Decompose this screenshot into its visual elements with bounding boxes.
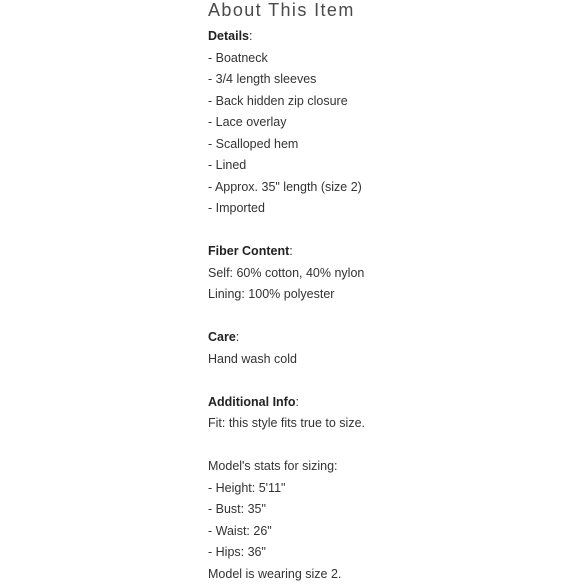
model-stat-item: - Height: 5'11" [208,478,365,500]
model-size-note: Model is wearing size 2. [208,564,365,585]
model-stat-item: - Waist: 26" [208,521,365,543]
spacer [208,306,365,328]
additional-heading: Additional Info: [208,392,365,414]
details-item: - Scalloped hem [208,134,365,156]
page-title: About This Item [208,0,355,20]
details-item: - Back hidden zip closure [208,91,365,113]
model-stats-heading: Model's stats for sizing: [208,456,365,478]
details-item: - Imported [208,198,365,220]
item-description [208,26,365,585]
spacer [208,435,365,457]
spacer [208,220,365,242]
spacer [208,370,365,392]
model-stat-item: - Hips: 36" [208,542,365,564]
fit-note: Fit: this style fits true to size. [208,413,365,435]
model-stat-item: - Bust: 35" [208,499,365,521]
fiber-line: Lining: 100% polyester [208,284,365,306]
details-item: - Boatneck [208,48,365,70]
details-item: - Lace overlay [208,112,365,134]
fiber-line: Self: 60% cotton, 40% nylon [208,263,365,285]
care-heading: Care: [208,327,365,349]
care-line: Hand wash cold [208,349,365,371]
details-heading: Details: [208,26,365,48]
fiber-heading: Fiber Content: [208,241,365,263]
details-item: - Lined [208,155,365,177]
details-item: - Approx. 35" length (size 2) [208,177,365,199]
details-item: - 3/4 length sleeves [208,69,365,91]
